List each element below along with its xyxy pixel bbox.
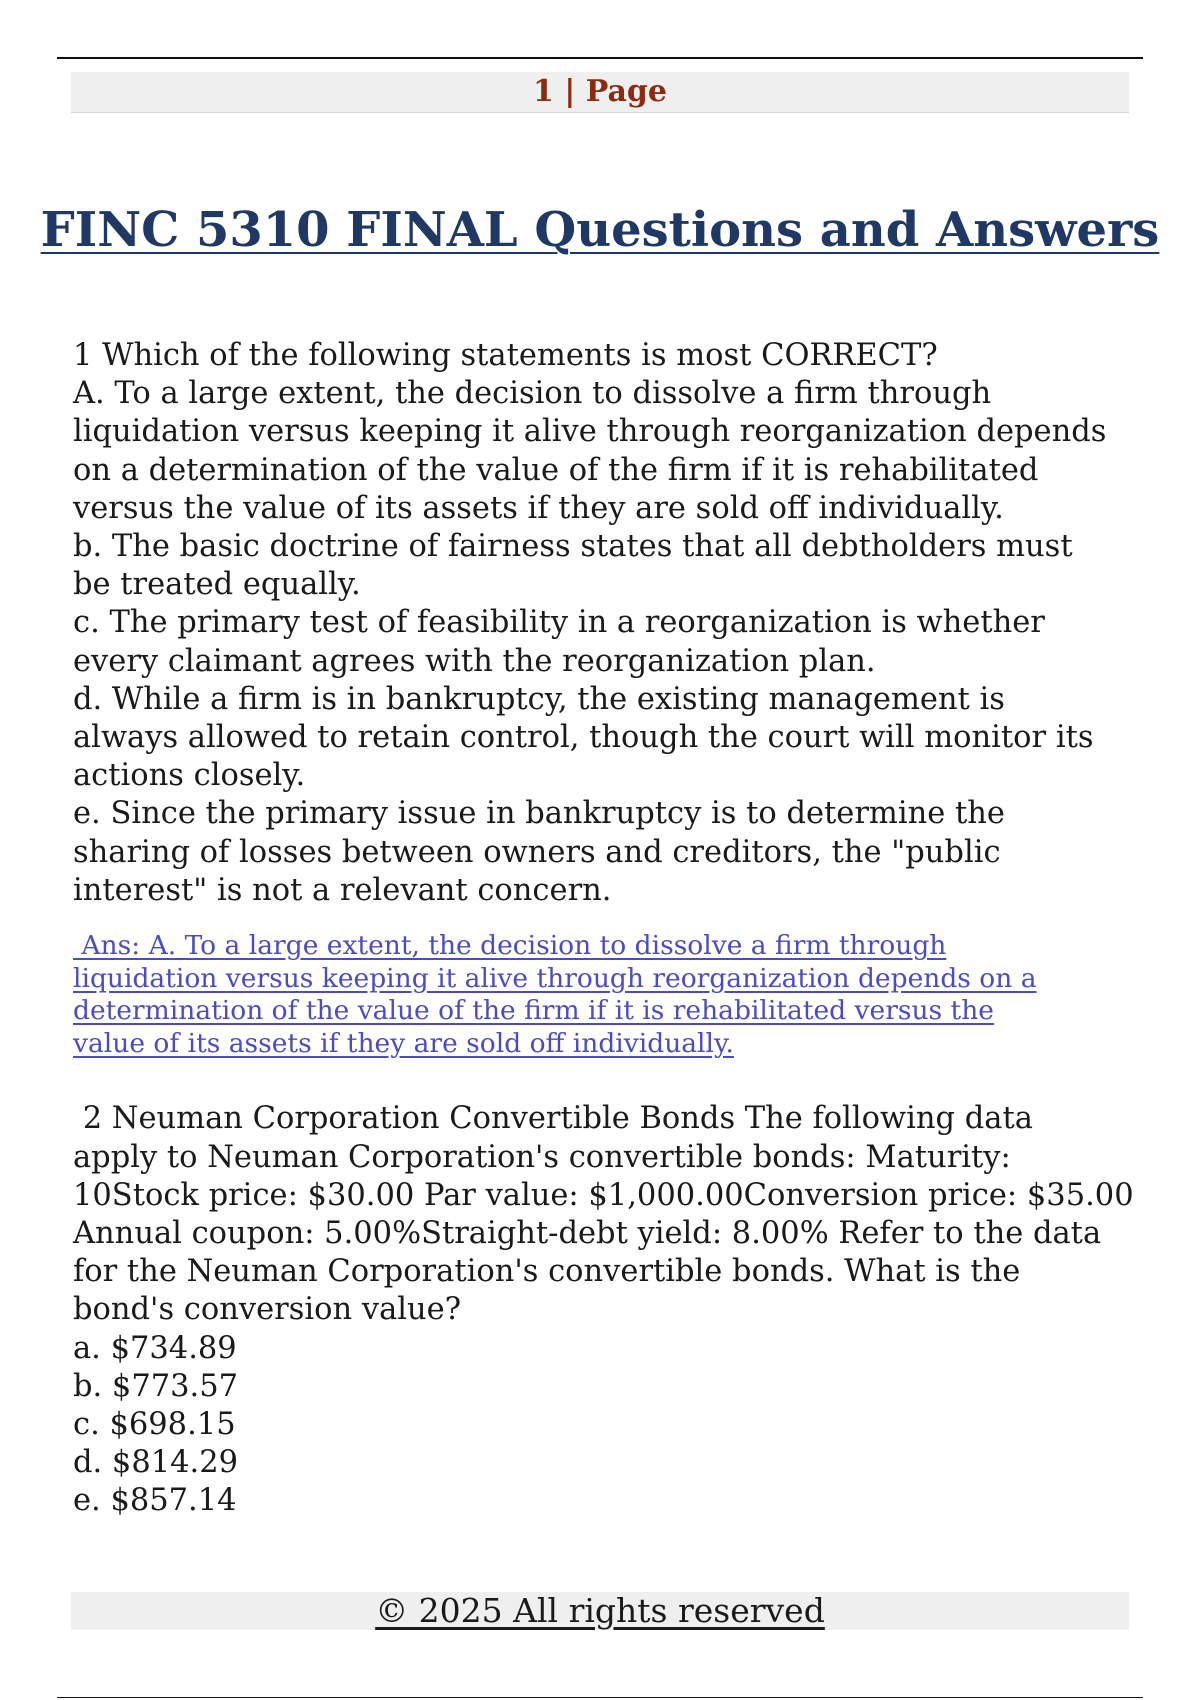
question-line: every claimant agrees with the reorganization plan. — [73, 643, 876, 679]
answer-option: d. $814.29 — [73, 1445, 239, 1481]
question-line: Annual coupon: 5.00%Straight-debt yield: 8.00% Refer to the data — [73, 1216, 1102, 1252]
answer-line: liquidation versus keeping it alive through reorganization depends on a — [73, 962, 1037, 994]
question-line: actions closely. — [73, 758, 306, 794]
page-number: 1 | Page — [533, 74, 667, 109]
question-line: b. The basic doctrine of fairness states that all debtholders must — [73, 529, 1073, 565]
bottom-rule — [57, 1697, 1143, 1698]
question-line: on a determination of the value of the firm if it is rehabilitated — [73, 452, 1039, 488]
question-2 — [73, 1100, 1143, 1520]
page-header — [71, 72, 1129, 113]
question-line: versus the value of its assets if they are sold off individually. — [73, 490, 1004, 526]
answer-line: value of its assets if they are sold off individually. — [73, 1027, 734, 1059]
question-line: A. To a large extent, the decision to dissolve a firm through — [73, 376, 992, 412]
answer-option: b. $773.57 — [73, 1368, 239, 1404]
question-line: e. Since the primary issue in bankruptcy is to determine the — [73, 796, 1005, 832]
question-line: d. While a firm is in bankruptcy, the existing management is — [73, 681, 1005, 717]
question-line: liquidation versus keeping it alive through reorganization depends — [73, 414, 1107, 450]
question-line: interest" is not a relevant concern. — [73, 872, 612, 908]
question-line: 10Stock price: $30.00 Par value: $1,000.00Conversion price: $35.00 — [73, 1177, 1134, 1213]
question-line: c. The primary test of feasibility in a reorganization is whether — [73, 605, 1045, 641]
page-footer — [71, 1592, 1129, 1630]
question-line: 1 Which of the following statements is most CORRECT? — [73, 338, 938, 373]
question-line: 2 Neuman Corporation Convertible Bonds The following data — [73, 1101, 1033, 1137]
answer-line: determination of the value of the firm if it is rehabilitated versus the — [73, 995, 994, 1027]
answer-option: c. $698.15 — [73, 1407, 236, 1443]
question-line: for the Neuman Corporation's convertible bonds. What is the — [73, 1254, 1021, 1290]
answer-option: e. $857.14 — [73, 1483, 237, 1519]
answer-line: Ans: A. To a large extent, the decision to dissolve a firm through — [73, 930, 947, 962]
answer-option: a. $734.89 — [73, 1330, 237, 1366]
question-line: always allowed to retain control, though the court will monitor its — [73, 720, 1094, 756]
question-line: apply to Neuman Corporation's convertible bonds: Maturity: — [73, 1139, 1011, 1175]
answer-1 — [73, 930, 1143, 1060]
question-1 — [73, 337, 1143, 910]
document-body — [73, 337, 1143, 1521]
document-title: FINC 5310 FINAL Questions and Answers — [40, 202, 1160, 258]
question-line: be treated equally. — [73, 567, 361, 603]
copyright-notice: © 2025 All rights reserved — [375, 1591, 825, 1630]
question-line: sharing of losses between owners and creditors, the "public — [73, 834, 1001, 870]
question-line: bond's conversion value? — [73, 1292, 462, 1328]
top-rule — [57, 57, 1143, 59]
